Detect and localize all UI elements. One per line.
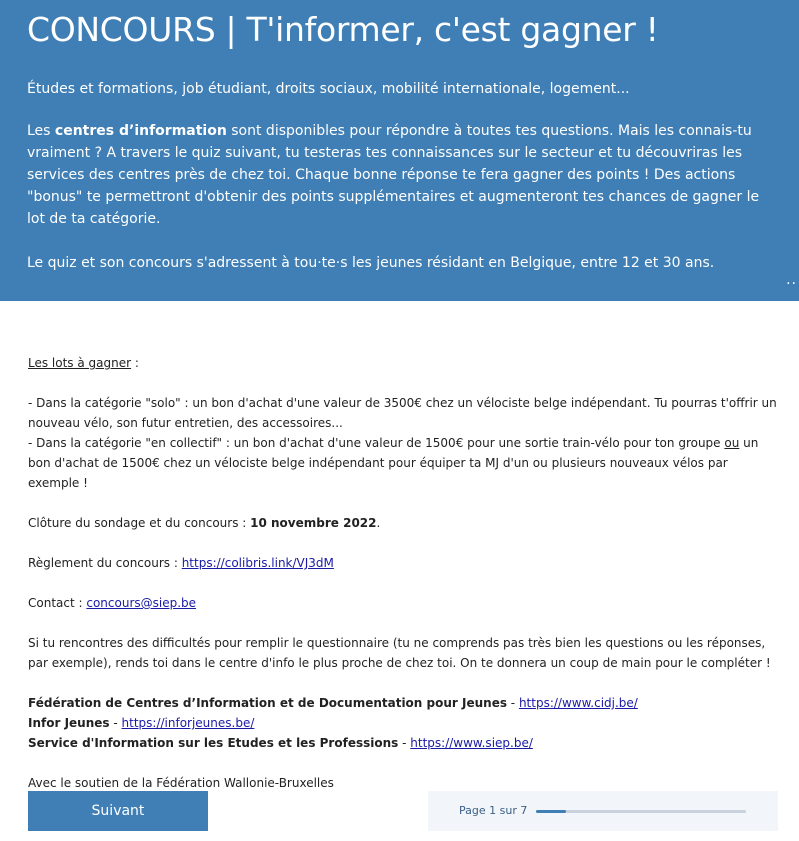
more-dots: .. — [786, 272, 797, 288]
progress-track — [536, 810, 746, 813]
org-cidj — [28, 693, 777, 713]
audience-text: Le quiz et son concours s'adressent à tou·te·s les jeunes résidant en Belgique, entre 12 et 30 ans. — [27, 255, 715, 271]
org-siep-name: Service d'Information sur les Etudes et les Professions — [28, 736, 399, 750]
cloture-end: . — [376, 516, 381, 530]
lots-title: Les lots à gagner — [28, 356, 132, 370]
intro-text: Études et formations, job étudiant, droits sociaux, mobilité internationale, logement... — [27, 81, 630, 97]
cloture-line — [28, 513, 777, 533]
lot-solo: - Dans la catégorie "solo" : un bon d'achat d'une valeur de 3500€ chez un vélociste belge indépendant. Tu pourras t'offrir un nouveau vélo, son futur entretien, des accessoires... — [28, 396, 777, 430]
reglement-link[interactable]: https://colibris.link/VJ3dM — [181, 556, 334, 570]
org-inforjeunes-sep: - — [109, 716, 122, 730]
lots-colon: : — [131, 356, 139, 370]
description-bold: centres d’information — [54, 123, 227, 139]
lot-collectif-a: - Dans la catégorie "en collectif" : un bon d'achat d'une valeur de 1500€ pour une sortie train-vélo pour ton groupe — [28, 436, 725, 450]
description-text — [27, 120, 777, 230]
contact-line — [28, 593, 777, 613]
contact-label: Contact : — [28, 596, 87, 610]
lot-collectif — [28, 433, 777, 493]
org-siep — [28, 733, 777, 753]
page-title: CONCOURS | T'informer, c'est gagner ! — [27, 10, 659, 49]
contact-email-link[interactable]: concours@siep.be — [86, 596, 197, 610]
hero-banner — [0, 0, 799, 301]
survey-footer — [0, 791, 799, 831]
progress-fill — [536, 810, 566, 813]
reglement-label: Règlement du concours : — [28, 556, 182, 570]
lot-collectif-b: un bon d'achat de 1500€ chez un vélociste belge indépendant pour équiper ta MJ d'un ou plusieurs nouveaux vélos par exemple ! — [28, 436, 759, 490]
next-button[interactable]: Suivant — [28, 791, 208, 831]
description-rest: sont disponibles pour répondre à toutes tes questions. Mais les connais-tu vraiment ? A travers le quiz suivant, tu testeras tes connaissances sur le secteur et tu découvriras les services des centres près de chez toi. Chaque bonne réponse te fera gagner des points ! Des actions "bonus" te permettront d'obtenir des points supplémentaires et augmenteront tes chances de gagner le lot de ta catégorie. — [27, 123, 760, 227]
lots-heading — [28, 353, 777, 373]
reglement-line — [28, 553, 777, 573]
org-inforjeunes-link[interactable]: https://inforjeunes.be/ — [121, 716, 255, 730]
cloture-label: Clôture du sondage et du concours : — [28, 516, 251, 530]
cloture-date: 10 novembre 2022 — [250, 516, 377, 530]
org-cidj-sep: - — [506, 696, 519, 710]
progress-indicator — [428, 791, 778, 831]
support-text: Avec le soutien de la Fédération Wallonie-Bruxelles — [28, 776, 334, 790]
org-cidj-link[interactable]: https://www.cidj.be/ — [518, 696, 638, 710]
org-inforjeunes — [28, 713, 777, 733]
page-counter: Page 1 sur 7 — [459, 804, 528, 817]
description-lead: Les — [27, 123, 55, 139]
help-text: Si tu rencontres des difficultés pour remplir le questionnaire (tu ne comprends pas très bien les questions ou les réponses, par exemple), rends toi dans le centre d'info le plus proche de chez toi. On te donnera un coup de main pour le compléter ! — [28, 636, 771, 670]
org-inforjeunes-name: Infor Jeunes — [28, 716, 110, 730]
main-content — [0, 301, 799, 793]
org-siep-sep: - — [398, 736, 411, 750]
org-siep-link[interactable]: https://www.siep.be/ — [410, 736, 533, 750]
lot-collectif-ou: ou — [724, 436, 740, 450]
org-cidj-name: Fédération de Centres d’Information et de Documentation pour Jeunes — [28, 696, 507, 710]
